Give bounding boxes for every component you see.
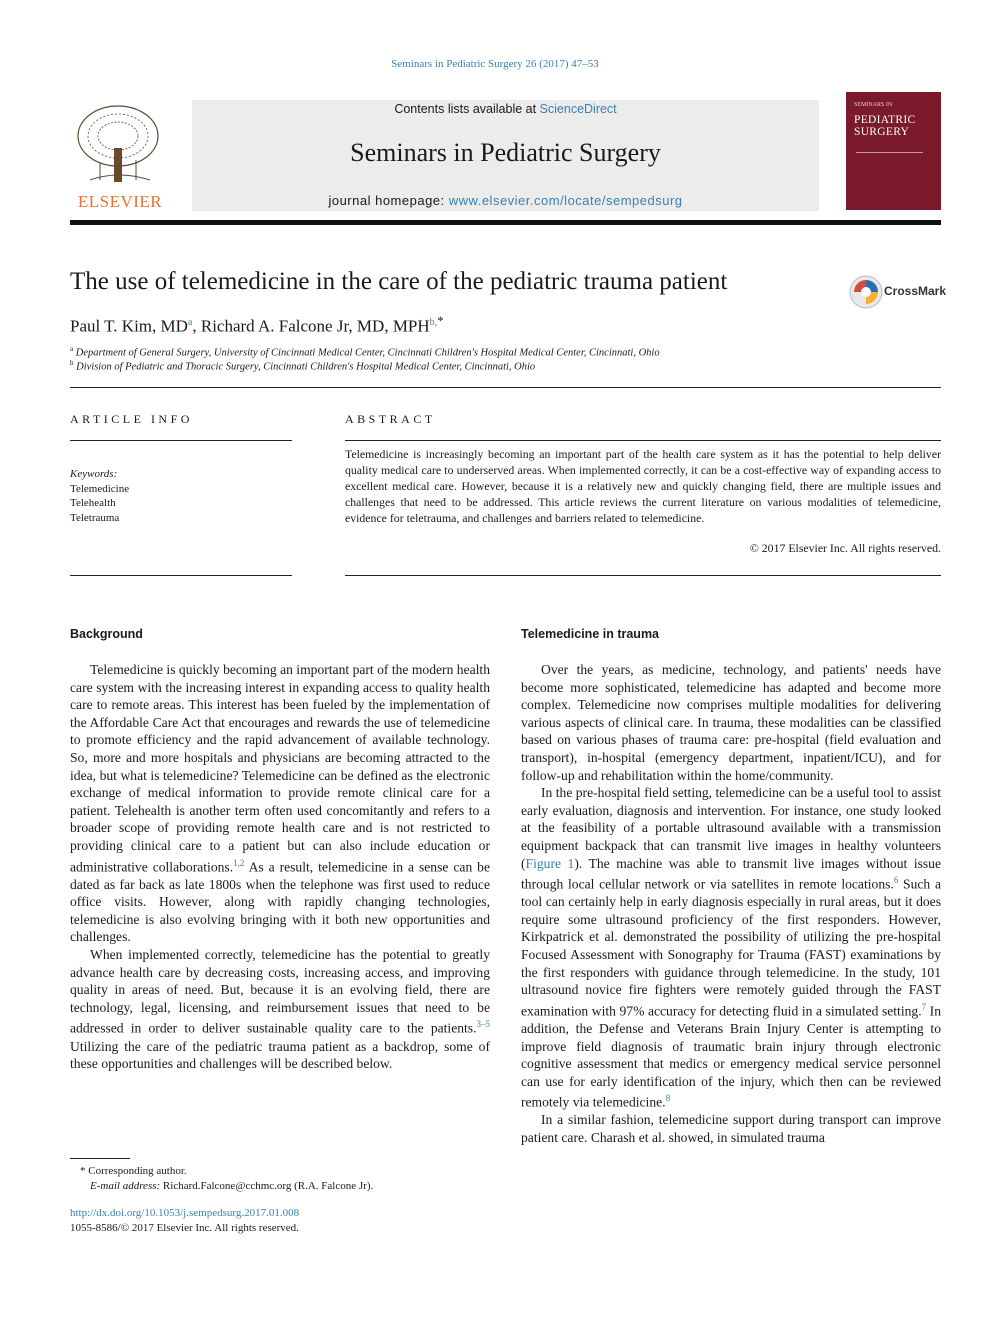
footnote-rule [70, 1158, 130, 1159]
homepage-link[interactable]: www.elsevier.com/locate/sempedsurg [448, 193, 683, 208]
cover-decoration [856, 152, 923, 179]
affiliation-link[interactable]: a [187, 317, 193, 328]
issn-line: 1055-8586/© 2017 Elsevier Inc. All rights reserved. [70, 1222, 299, 1234]
elsevier-logo [70, 100, 170, 212]
paragraph: In a similar fashion, telemedicine support during transport can improve patient care. Charash et al. showed, in simulated trauma [521, 1112, 941, 1146]
header-divider [70, 220, 941, 225]
corresponding-author-link[interactable]: * [437, 313, 444, 328]
crossmark-badge[interactable] [848, 273, 947, 313]
reference-link[interactable]: 3–5 [476, 1019, 490, 1030]
keyword-item: Teletrauma [70, 511, 120, 524]
abstract-rule [345, 440, 941, 441]
cover-series-label: SEMINARS IN [854, 102, 893, 108]
crossmark-label: CrossMark [884, 284, 947, 298]
reference-link[interactable]: 7 [921, 1001, 927, 1012]
keywords-block [70, 467, 129, 525]
keyword-item: Telehealth [70, 497, 116, 509]
journal-citation-link[interactable]: Seminars in Pediatric Surgery 26 (2017) 47–53 [391, 58, 599, 70]
abstract-heading: ABSTRACT [345, 412, 436, 426]
email-note: E-mail address: Richard.Falcone@cchmc.org (R.A. Falcone Jr). [90, 1180, 374, 1192]
reference-link[interactable]: 1,2 [233, 857, 245, 868]
article-info-bottom-rule [70, 575, 292, 576]
paragraph: When implemented correctly, telemedicine has the potential to greatly advance health care by decreasing costs, increasing access, and improving quality in areas of need. But, because it is an evolving field, there are technology, legal, licensing, and reimbursement issues that need to be addressed in order to deliver sustainable quality care to the patients.$^{3-5}$ Utilizing the care of the pediatric trauma patient as a backdrop, some of these opportunities and challenges will be described below. [70, 947, 490, 1072]
article-title: The use of telemedicine in the care of the pediatric trauma patient [70, 268, 728, 295]
sciencedirect-link[interactable]: ScienceDirect [539, 102, 617, 116]
section-divider [70, 387, 941, 388]
affiliation-b: $^b$ Division of Pediatric and Thoracic Surgery, Cincinnati Children's Hospital Medical Center, Cincinnati, Ohio [70, 359, 536, 373]
abstract-text: Telemedicine is increasingly becoming an important part of the health care system as it has the potential to help deliver quality medical care to underserved areas. When implemented correctly, it can be a cost-effective way of expanding access to excellent medical care. However, because it is a relatively new and quickly changing field, there are multiple issues and challenges that need to be addressed. This article reviews the current literature on various modalities of telemedicine, evidence for teletrauma, and challenges and barriers related to telemedicine. [345, 447, 941, 525]
journal-title: Seminars in Pediatric Surgery [350, 138, 661, 167]
contents-line: Contents lists available at ScienceDirect [394, 102, 617, 116]
telemedicine-trauma-heading: Telemedicine in trauma [521, 627, 660, 641]
author-name: Richard A. Falcone Jr, MD, MPH [200, 316, 430, 336]
email-address[interactable]: Richard.Falcone@cchmc.org (R.A. Falcone Jr). [160, 1180, 374, 1192]
paragraph: In the pre-hospital field setting, telemedicine can be a useful tool to assist early evaluation, diagnosis and intervention. For instance, one study looked at the feasibility of a portable ultrasound available with a transmission equipment backpack that can transmit live images in healthy volunteers (Figure 1). The machine was able to transmit live images without issue through local cellular network or via satellites in remote locations.$^6$ Such a tool can certainly help in early diagnosis especially in rural areas, but it does require some ultrasound proficiency of the first responders. However, Kirkpatrick et al. demonstrated the possibility of utilizing the pre-hospital Focused Assessment with Sonography for Trauma (FAST) examinations by the first responders with guidance through telemedicine. In the study, 101 ultrasound novice fire fighters were remotely guided through the FAST examination with 97% accuracy for detecting fluid in a simulated setting.$^7$ In addition, the Defense and Veterans Brain Injury Center is attempting to improve field diagnosis of traumatic brain injury through electronic cognitive assessment that medics or emergency medical service personnel can use for early identification of the injury, which then can be reviewed remotely via telemedicine.$^8$ [521, 785, 942, 1110]
abstract-bottom-rule [345, 575, 941, 576]
background-body [70, 661, 490, 1073]
figure-link[interactable]: Figure 1 [525, 855, 575, 871]
paragraph: Telemedicine is quickly becoming an important part of the modern health care system with the increasing interest in expanding access to quality health care to remote areas. This interest has been fueled by the implementation of the Affordable Care Act that encourages and rewards the use of telemedicine to promote efficiency and the rapid advancement of available technology. So, more and more hospitals and physicians are becoming attracted to the idea, but what is telemedicine? Telemedicine can be defined as the electronic exchange of medical information to provide remote clinical care for a patient. Telehealth is another term often used concomitantly and refers to a broader scope of providing remote health care and is not restricted to providing clinical care to a patient but can also include education or administrative collaborations.$^{1,2}$ As a result, telemedicine in a sense can be dated as far back as late 1800s when the telephone was first used to reduce office visits. However, along with rapidly changing technologies, telemedicine is also evolving bringing with it both new opportunities and challenges. [70, 662, 491, 945]
article-info-rule [70, 440, 292, 441]
cover-title: PEDIATRIC SURGERY [854, 114, 916, 138]
article-info-heading: ARTICLE INFO [70, 412, 193, 426]
keyword-item: Telemedicine [70, 482, 130, 495]
affiliation-link[interactable]: b, [429, 317, 438, 328]
reference-link[interactable]: 8 [665, 1093, 671, 1104]
corresponding-author-note: * Corresponding author. [80, 1165, 187, 1177]
keywords-label: Keywords: [70, 468, 118, 480]
author-name: Paul T. Kim, MD [70, 316, 188, 336]
paragraph: Over the years, as medicine, technology, and patients' needs have become more sophisticated, telemedicine has adapted and become more complex. Telemedicine now comprises multiple modalities for delivering various aspects of clinical care. In trauma, these modalities can be classified based on various phases of trauma care: pre-hospital (field evaluation and transport), in-hospital (emergency department, inpatient/ICU), and for follow-up and rehabilitation within the home/community. [521, 662, 941, 783]
elsevier-wordmark: ELSEVIER [77, 192, 163, 211]
crossmark-icon [848, 273, 888, 313]
journal-cover-thumbnail[interactable] [846, 92, 941, 210]
affiliation-a: $^a$ Department of General Surgery, University of Cincinnati Medical Center, Cincinnati Children's Hospital Medical Center, Cincinnati, Ohio [70, 345, 660, 359]
background-heading: Background [70, 627, 143, 641]
doi-link[interactable]: http://dx.doi.org/10.1053/j.sempedsurg.2017.01.008 [70, 1207, 300, 1219]
telemedicine-trauma-body [521, 661, 941, 1147]
homepage-line: journal homepage: www.elsevier.com/locate/sempedsurg [328, 193, 683, 208]
abstract-copyright: © 2017 Elsevier Inc. All rights reserved. [749, 541, 941, 555]
reference-link[interactable]: 6 [893, 875, 899, 886]
author-list: Paul T. Kim, $MD^a$, Richard A. Falcone Jr, MD, $MPH^{b,*}$ [70, 313, 444, 336]
